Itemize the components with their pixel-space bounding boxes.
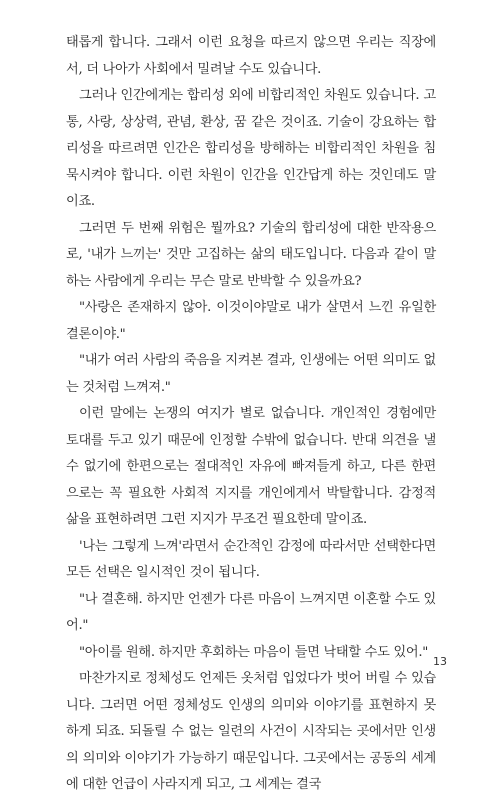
paragraph-6: 마찬가지로 정체성도 언제든 옷처럼 입었다가 벗어 버릴 수 있습니다. 그러면 어떤 정체성도 인생의 의미와 이야기를 표현하지 못하게 되죠. 되돌릴 수 없는 일련의 사건이 시작되는 곳에서만 인생의 의미와 이야기가 가능하기 때문입니다. 그곳에서는 공동의 세계에 대한 언급이 사라지게 되고, 그 세계는 결국 <box>66 671 436 792</box>
paragraph-3: 그러면 두 번째 위험은 뭘까요? 기술의 합리성에 대한 반작용으로, '내가 느끼는' 것만 고집하는 삶의 태도입니다. 다음과 같이 말하는 사람에게 우리는 무슨 말로 반박할 수 있을까요? <box>66 220 436 289</box>
quote-2: "내가 여러 사람의 죽음을 지켜본 결과, 인생에는 어떤 의미도 없는 것처럼 느껴져." <box>66 353 436 395</box>
paragraph-5: '나는 그렇게 느껴'라면서 순간적인 감정에 따라서만 선택한다면 모든 선택은 일시적인 것이 됩니다. <box>66 538 436 580</box>
quote-1: "사랑은 존재하지 않아. 이것이야말로 내가 살면서 느낀 유일한 결론이야." <box>66 300 436 342</box>
page-number: 13 <box>433 655 447 668</box>
body-text <box>66 30 436 799</box>
paragraph-2: 그러나 인간에게는 합리성 외에 비합리적인 차원도 있습니다. 고통, 사랑, 상상력, 관념, 환상, 꿈 같은 것이죠. 기술이 강요하는 합리성을 따르려면 인간은 합리성을 방해하는 비합리적인 차원을 침묵시켜야 합니다. 이런 차원이 인간을 인간답게 하는 것인데도 말이죠. <box>66 88 436 209</box>
quote-4: "아이를 원해. 하지만 후회하는 마음이 들면 낙태할 수도 있어." <box>79 644 428 660</box>
paragraph-1: 태롭게 합니다. 그래서 이런 요청을 따르지 않으면 우리는 직장에서, 더 나아가 사회에서 밀려날 수도 있습니다. <box>66 35 436 77</box>
quote-3: "나 결혼해. 하지만 언젠가 다른 마음이 느껴지면 이혼할 수도 있어." <box>66 591 436 633</box>
paragraph-4: 이런 말에는 논쟁의 여지가 별로 없습니다. 개인적인 경험에만 토대를 두고 있기 때문에 인정할 수밖에 없습니다. 반대 의견을 낼 수 없기에 한편으로는 절대적인 자유에 빠져들게 하고, 다른 한편으로는 꼭 필요한 사회적 지지를 개인에게서 박탈합니다. 감정적 삶을 표현하려면 그런 지지가 무조건 필요한데 말이죠. <box>66 406 436 527</box>
